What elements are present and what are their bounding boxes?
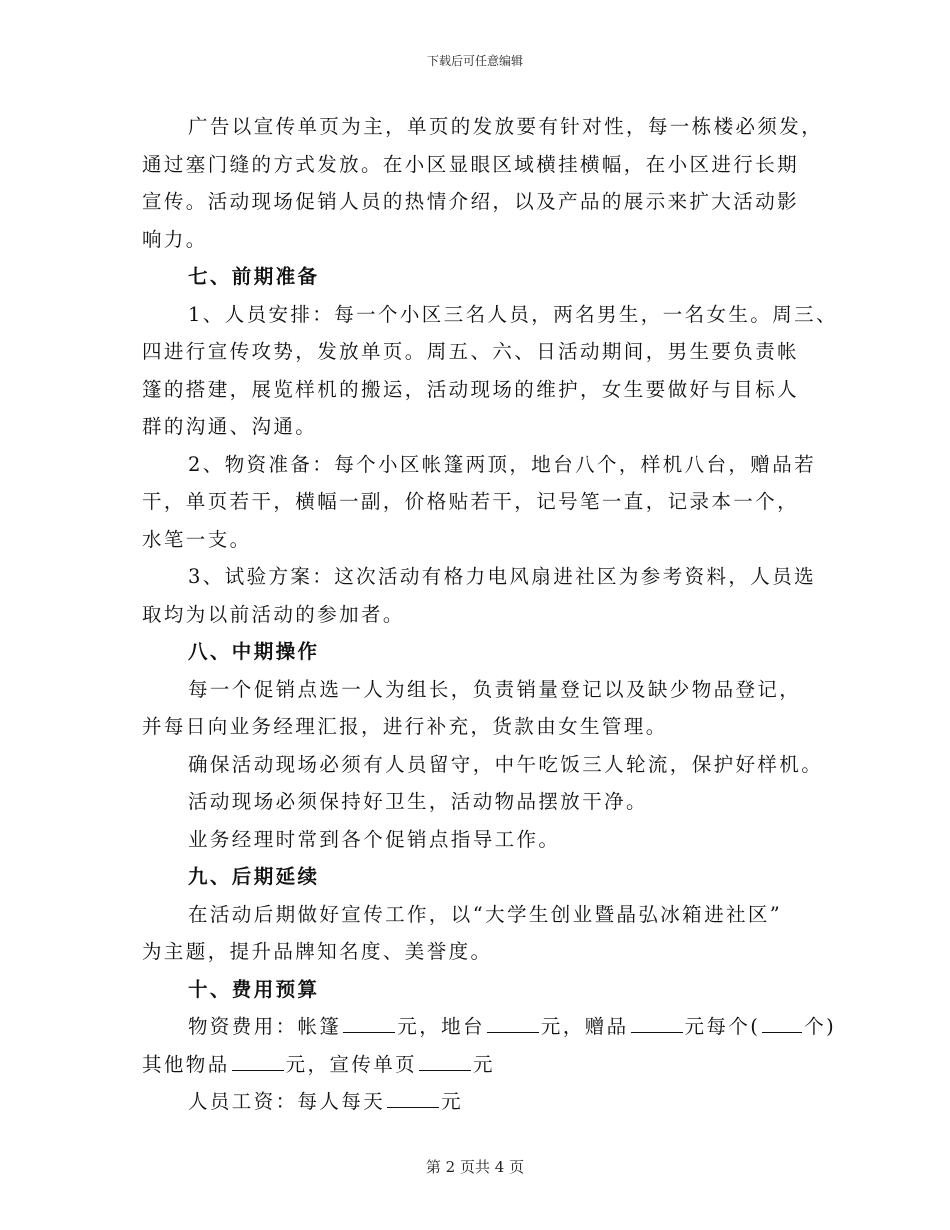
paragraph-line: 每一个促销点选一人为组长，负责销量登记以及缺少物品登记， [188,677,802,701]
paragraph-line: 确保活动现场必须有人员留守，中午吃饭三人轮流，保护好样机。 [188,752,824,776]
other-cost-blank [232,1050,284,1071]
budget-stage-label: ，地台 [419,1015,485,1038]
paragraph-line: 3、试验方案：这次活动有格力电风扇进社区为参考资料，人员选 [188,565,817,588]
budget-wage-label: 人员工资：每人每天 [188,1090,386,1113]
paragraph-line: 响力。 [142,227,208,251]
paragraph-line: 通过塞门缝的方式发放。在小区显眼区域横挂横幅，在小区进行长期 [142,152,800,176]
budget-other-label: 其他物品 [142,1052,230,1076]
paragraph-line: 篷的搭建，展览样机的搬运，活动现场的维护，女生要做好与目标人 [142,377,800,401]
paragraph-line: 并每日向业务经理汇报，进行补充，货款由女生管理。 [142,715,668,738]
paragraph-line: 在活动后期做好宣传工作，以“大学生创业暨晶弘冰箱进社区” [188,902,783,926]
paragraph-line: 业务经理时常到各个促销点指导工作。 [188,827,561,851]
paragraph-line: 宣传。活动现场促销人员的热情介绍，以及产品的展示来扩大活动影 [142,190,800,213]
paragraph-line: 干，单页若干，横幅一副，价格贴若干，记号笔一直，记录本一个， [142,490,800,513]
flyer-cost-blank [419,1050,471,1071]
tent-cost-blank [343,1012,395,1033]
section-heading: 七、前期准备 [188,265,320,288]
page-header: 下载后可任意编辑 [426,54,523,68]
budget-count-suffix: 个) [804,1015,837,1038]
paragraph-line: 活动现场必须保持好卫生，活动物品摆放干净。 [188,790,648,813]
paragraph-line: 广告以宣传单页为主，单页的发放要有针对性，每一栋楼必须发， [188,115,824,138]
wage-cost-blank [387,1087,439,1108]
budget-gift-label: ，赠品 [562,1015,629,1038]
text-lines [142,108,838,1008]
section-heading: 十、费用预算 [188,977,320,1001]
budget-materials-line [142,1008,837,1046]
paragraph-line: 为主题，提升品牌知名度、美誉度。 [142,940,493,963]
paragraph-line: 2、物资准备：每个小区帐篷两顶，地台八个，样机八台，赠品若 [188,452,817,476]
document-body [142,108,838,1121]
budget-wage-line [142,1083,822,1121]
unit-label: 元 [397,1015,420,1038]
paragraph-line: 1、人员安排：每一个小区三名人员，两名男生，一名女生。周三、 [188,302,838,326]
budget-each-label: 元每个( [684,1015,761,1038]
unit-label: 元 [441,1090,464,1113]
unit-label: 元 [285,1052,308,1076]
gift-count-blank [762,1012,802,1033]
section-heading: 九、后期延续 [188,865,320,888]
gift-cost-blank [631,1012,683,1033]
unit-label: 元 [540,1015,563,1038]
budget-flyer-label: ，宣传单页 [307,1052,418,1076]
page-footer: 第 2 页共 4 页 [425,1158,525,1176]
stage-cost-blank [487,1012,539,1033]
paragraph-line: 水笔一支。 [142,527,252,551]
paragraph-line: 四进行宣传攻势，发放单页。周五、六、日活动期间，男生要负责帐 [142,340,800,363]
section-heading: 八、中期操作 [188,640,320,663]
budget-other-line [142,1046,822,1084]
paragraph-line: 取均为以前活动的参加者。 [142,602,405,626]
paragraph-line: 群的沟通、沟通。 [142,415,318,438]
budget-materials-label: 物资费用：帐篷 [188,1015,342,1038]
unit-label: 元 [473,1052,495,1076]
